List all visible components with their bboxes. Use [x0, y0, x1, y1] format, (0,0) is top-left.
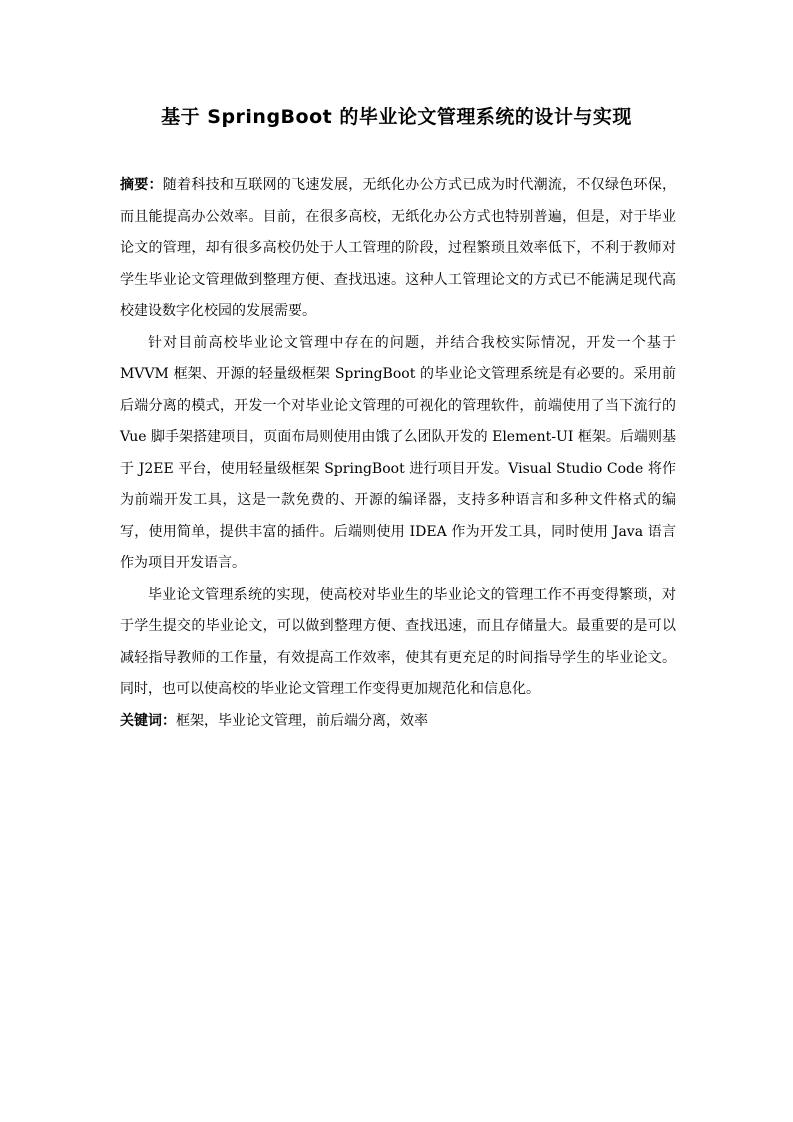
abstract-paragraph-1: [120, 170, 676, 328]
abstract-paragraph-3: 毕业论文管理系统的实现，使高校对毕业生的毕业论文的管理工作不再变得繁琐，对于学生提交的毕业论文，可以做到整理方便、查找迅速，而且存储量大。最重要的是可以减轻指导教师的工作量，有效提高工作效率，使其有更充足的时间指导学生的毕业论文。同时，也可以使高校的毕业论文管理工作变得更加规范化和信息化。: [120, 586, 676, 697]
abstract-paragraph-2: 针对目前高校毕业论文管理中存在的问题，并结合我校实际情况，开发一个基于 MVVM 框架、开源的轻量级框架 SpringBoot 的毕业论文管理系统是有必要的。采用前后端分离的模式，开发一个对毕业论文管理的可视化的管理软件，前端使用了当下流行的 Vue 脚手架搭建项目，页面布局则使用由饿了么团队开发的 Element-UI 框架。后端则基于 J2EE 平台，使用轻量级框架 SpringBoot 进行项目开发。Visual Studio Code 将作为前端开发工具，这是一款免费的、开源的编译器，支持多种语言和多种文件格式的编写，使用简单，提供丰富的插件。后端则使用 IDEA 作为开发工具，同时使用 Java 语言作为项目开发语言。: [120, 334, 676, 571]
abstract-section: [120, 170, 676, 737]
keywords-text: 框架，毕业论文管理，前后端分离，效率: [176, 712, 428, 729]
keywords-label: 关键词：: [120, 712, 176, 729]
keywords-line: [120, 706, 676, 738]
paper-title: 基于 SpringBoot 的毕业论文管理系统的设计与实现: [161, 106, 632, 128]
abstract-label: 摘要：: [120, 177, 163, 193]
abstract-text-1: 随着科技和互联网的飞速发展，无纸化办公方式已成为时代潮流，不仅绿色环保，而且能提高办公效率。目前，在很多高校，无纸化办公方式也特别普遍，但是，对于毕业论文的管理，却有很多高校仍处于人工管理的阶段，过程繁琐且效率低下，不利于教师对学生毕业论文管理做到整理方便、查找迅速。这种人工管理论文的方式已不能满足现代高校建设数字化校园的发展需要。: [120, 177, 677, 319]
